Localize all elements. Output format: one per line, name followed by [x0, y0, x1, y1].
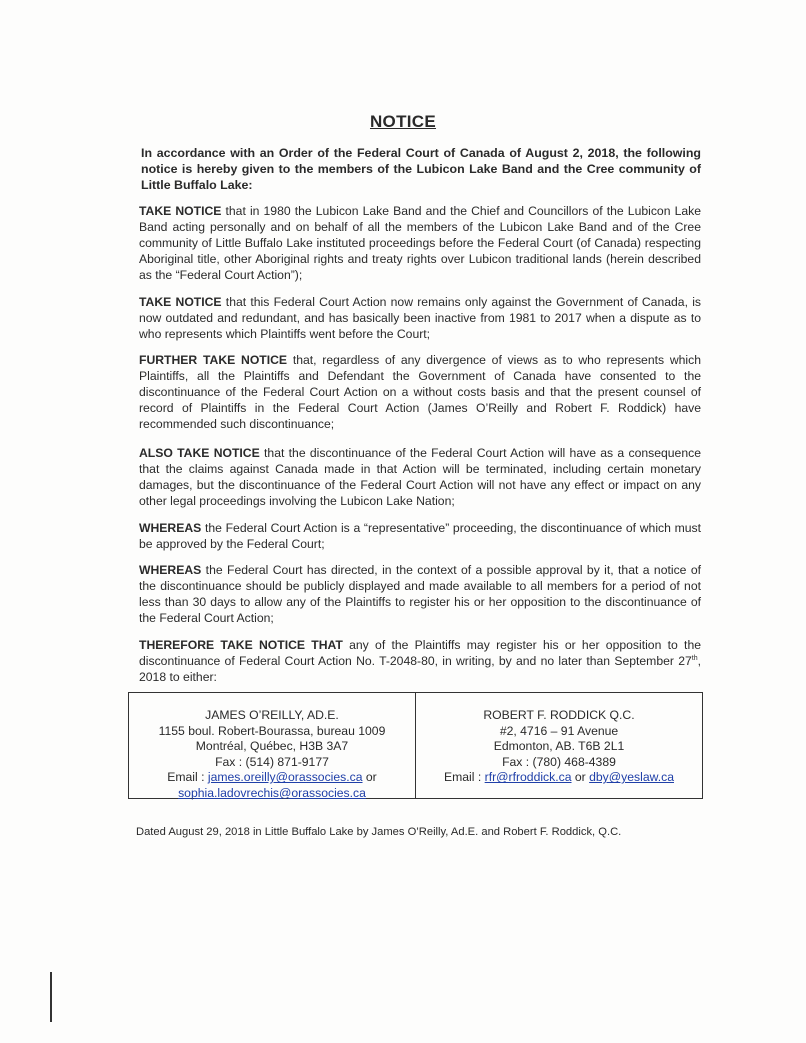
paragraph-text: that in 1980 the Lubicon Lake Band and the Chief and Councillors of the Lubicon Lake Band acting personally and on behalf of all the members of the Lubicon Lake Band and of the Cree community of Little Buffalo Lake instituted proceedings before the Federal Court (of Canada) respecting Aboriginal title, other Aboriginal rights and treaty rights over Lubicon traditional lands (herein described as the “Federal Court Action”); — [139, 204, 702, 282]
contact-name: ROBERT F. RODDICK Q.C. — [483, 708, 635, 722]
email-link-ladovrechis[interactable]: sophia.ladovrechis@orassocies.ca — [178, 785, 366, 800]
paragraph-tail: , 2018 to either: — [139, 654, 701, 684]
paragraph-text: that, regardless of any divergence of views as to who represents which Plaintiffs, all the Plaintiffs and Defendant the Government of Canada have consented to the discontinuance of the Federal Court Action on a without costs basis and that the present counsel of record of Plaintiffs in the Federal Court Action (James O’Reilly and Robert F. Roddick) have recommended such discontinuance; — [139, 353, 701, 431]
paragraph-text: that the discontinuance of the Federal Court Action will have as a consequence that the claims against Canada made in that Action will be terminated, including certain monetary damages, but the discontinuance of the Federal Court Action will not have any effect or impact on any other legal proceedings involving the Lubicon Lake Nation; — [139, 446, 701, 508]
paragraph-also-take-notice — [139, 445, 701, 509]
contact-email-row-2 — [129, 786, 415, 802]
contact-address-line2: Montréal, Québec, H3B 3A7 — [195, 739, 349, 754]
email-link-roddick[interactable]: rfr@rfroddick.ca — [484, 770, 572, 785]
paragraph-lead: TAKE NOTICE — [139, 295, 222, 309]
paragraph-take-notice-1 — [139, 203, 701, 283]
paragraph-further-take-notice — [139, 352, 701, 432]
intro-paragraph: In accordance with an Order of the Federal Court of Canada of August 2, 2018, the following notice is hereby given to the members of the Lubicon Lake Band and the Cree community of Little Buffalo Lake: — [141, 146, 701, 192]
email-label: Email : — [167, 770, 208, 785]
paragraph-whereas-1 — [139, 520, 701, 552]
paragraph-therefore-take-notice — [139, 637, 701, 685]
email-link-oreilly[interactable]: james.oreilly@orassocies.ca — [207, 770, 363, 785]
paragraph-lead: FURTHER TAKE NOTICE — [139, 353, 288, 367]
paragraph-lead: THEREFORE TAKE NOTICE THAT — [139, 638, 343, 652]
paragraph-text: that this Federal Court Action now remains only against the Government of Canada, is now outdated and redundant, and has basically been inactive from 1981 to 2017 when a dispute as to who represents which Plaintiffs went before the Court; — [139, 295, 701, 341]
email-or: or — [362, 770, 377, 785]
contact-roddick — [416, 693, 702, 798]
paragraph-lead: WHEREAS — [139, 563, 202, 577]
paragraph-whereas-2 — [139, 562, 701, 626]
email-or: or — [571, 770, 590, 785]
paragraph-text: the Federal Court Action is a “representative” proceeding, the discontinuance of which must be approved by the Federal Court; — [139, 521, 701, 551]
email-label: Email : — [444, 770, 485, 785]
dated-line: Dated August 29, 2018 in Little Buffalo Lake by James O’Reilly, Ad.E. and Robert F. Roddick, Q.C. — [136, 826, 622, 838]
page-title: NOTICE — [369, 112, 437, 131]
paragraph-lead: ALSO TAKE NOTICE — [139, 446, 260, 460]
contact-fax: Fax : (514) 871-9177 — [215, 754, 329, 769]
paragraph-lead: WHEREAS — [139, 521, 202, 535]
paragraph-text: any of the Plaintiffs may register his or her opposition to the discontinuance of Federal Court Action No. T-2048-80, in writing, by and no later than September 27 — [139, 638, 702, 668]
email-link-yeslaw[interactable]: dby@yeslaw.ca — [589, 770, 674, 785]
contact-email-row — [129, 770, 415, 786]
paragraph-take-notice-2 — [139, 294, 701, 342]
contact-address-line2: Edmonton, AB. T6B 2L1 — [493, 739, 625, 754]
contacts-table — [128, 692, 703, 799]
paragraph-text: the Federal Court has directed, in the context of a possible approval by it, that a notice of the discontinuance should be publicly displayed and made available to all members for a period of not less than 30 days to allow any of the Plaintiffs to register his or her opposition to the discontinuance of the Federal Court Action; — [139, 563, 701, 625]
contact-address-line1: #2, 4716 – 91 Avenue — [499, 723, 619, 738]
contact-address-line1: 1155 boul. Robert-Bourassa, bureau 1009 — [158, 723, 386, 738]
scan-margin-mark — [50, 972, 52, 1022]
paragraph-lead: TAKE NOTICE — [139, 204, 222, 218]
contact-oreilly — [129, 693, 416, 798]
ordinal-suffix: th — [691, 654, 698, 662]
contact-email-row — [416, 770, 702, 786]
contact-name: JAMES O’REILLY, AD.E. — [205, 708, 339, 722]
contact-fax: Fax : (780) 468-4389 — [502, 754, 616, 769]
